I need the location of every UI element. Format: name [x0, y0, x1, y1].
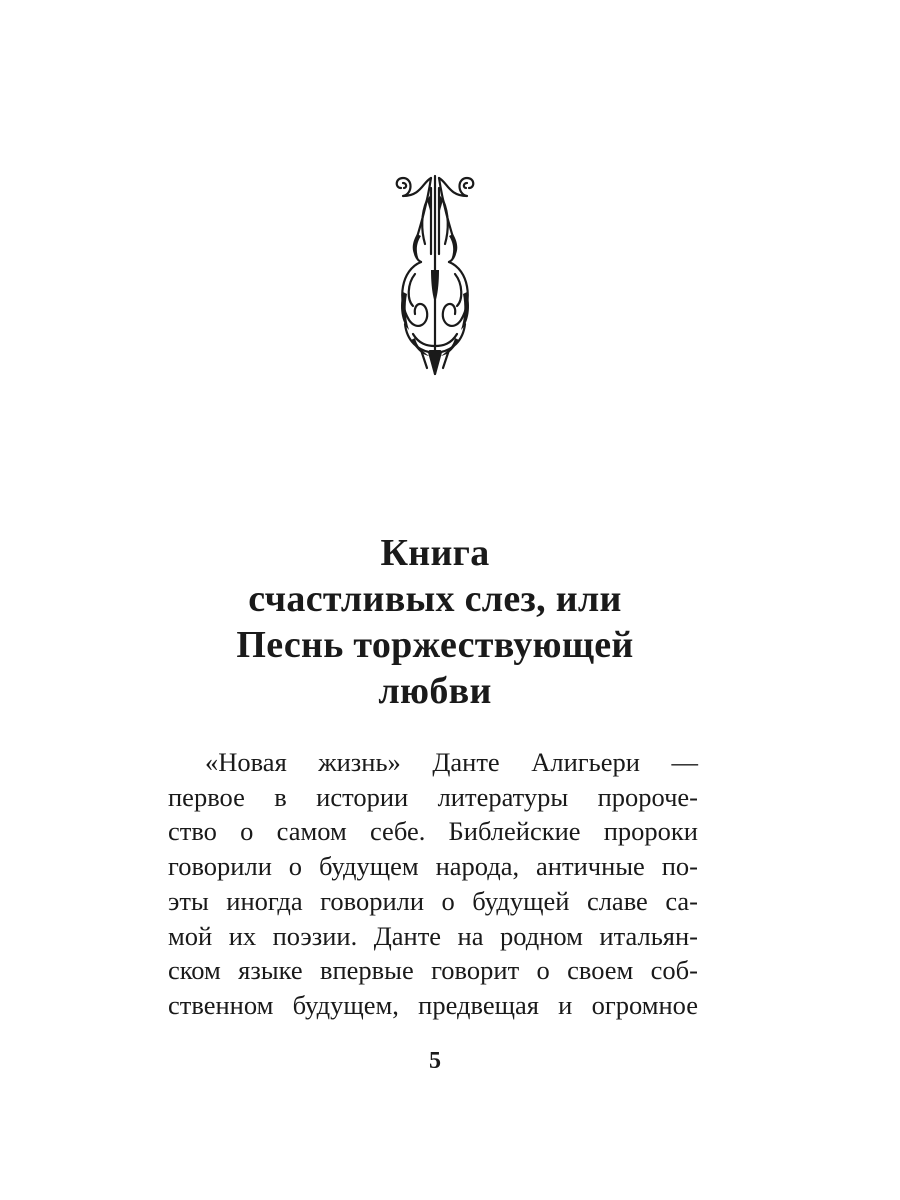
title-line: Песнь торжествующей [236, 624, 634, 666]
title-line: счастливых слез, или [248, 578, 622, 620]
body-line: «Новая жизнь» Данте Алигьери — [205, 747, 698, 777]
page-number: 5 [429, 1048, 441, 1074]
body-line: первое в истории литературы пророче- [168, 781, 698, 812]
body-line: говорили о будущем народа, античные по- [168, 851, 698, 882]
chapter-title [150, 530, 720, 714]
body-line: эты иногда говорили о будущей славе са- [168, 885, 698, 916]
body-paragraph [168, 745, 698, 1023]
title-line: Книга [380, 532, 490, 574]
body-line: ском языке впервые говорит о своем соб- [168, 955, 698, 986]
title-line: любви [378, 670, 492, 712]
ornamental-vignette-icon [391, 174, 479, 376]
body-line: мой их поэзии. Данте на родном итальян- [168, 920, 698, 951]
body-line: ственном будущем, предвещая и огромное [168, 989, 698, 1020]
body-line: ство о самом себе. Библейские пророки [168, 816, 698, 847]
